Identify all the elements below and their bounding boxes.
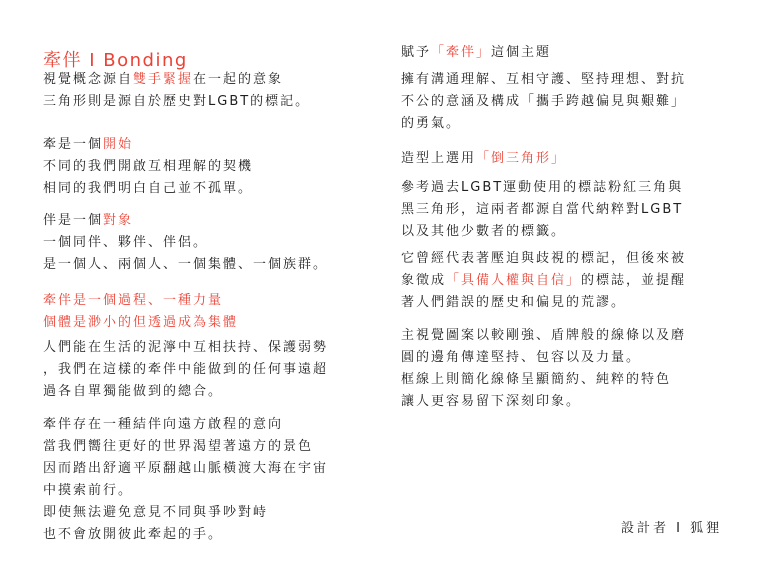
- text-line: 讓人更容易留下深刻印象。: [401, 394, 582, 409]
- paragraph-symbol: [401, 248, 686, 314]
- highlight-text: 「牽伴」: [431, 45, 492, 60]
- text-line: 當我們嚮往更好的世界渴望著遠方的景色: [43, 439, 314, 454]
- highlight-text: 雙手緊握: [133, 72, 194, 87]
- paragraph-qian: [43, 134, 253, 200]
- designer-credit: 設計者 I 狐狸: [621, 521, 723, 536]
- paragraph-ban: [43, 210, 328, 276]
- text-line: 是一個人、兩個人、一個集體、一個族群。: [43, 257, 329, 272]
- text-line: 過各自單獨能做到的總合。: [43, 384, 224, 399]
- paragraph-meaning: [401, 69, 686, 135]
- text-line: 伴是一個對象: [43, 213, 134, 228]
- text-line: 牽伴存在一種結伴向遠方啟程的意向: [43, 417, 284, 432]
- highlight-text: 牽伴是一個過程、一種力量: [43, 293, 224, 308]
- text-line: 視覺概念源自雙手緊握在一起的意象: [43, 72, 284, 87]
- paragraph-visual: [401, 325, 686, 413]
- text-line: 因而踏出舒適平原翻越山脈橫渡大海在宇宙: [43, 461, 329, 476]
- text-line: 黑三角形，這兩者都源自當代納粹對LGBT: [401, 202, 684, 217]
- text-line: 圓的邊角傳達堅持、包容以及力量。: [401, 350, 642, 365]
- highlight-text: 對象: [103, 213, 134, 228]
- text-line: 牽是一個開始: [43, 137, 134, 152]
- text-line: 不公的意涵及構成「攜手跨越偏見與艱難」: [401, 94, 687, 109]
- text-line: 象徵成「具備人權與自信」的標誌，並提醒: [401, 273, 687, 288]
- text-line: 中摸索前行。: [43, 483, 134, 498]
- text-line: 框線上則簡化線條呈顯簡約、純粹的特色: [401, 372, 672, 387]
- text-line: 一個同伴、夥伴、伴侶。: [43, 235, 209, 250]
- paragraph-history: [401, 177, 683, 243]
- paragraph-concept: [43, 69, 310, 113]
- text-line: 著人們錯誤的歷史和偏見的荒謬。: [401, 295, 627, 310]
- highlight-text: 個體是渺小的但透過成為集體: [43, 315, 239, 330]
- paragraph-theme: [401, 42, 551, 64]
- text-line: 參考過去LGBT運動使用的標誌粉紅三角與: [401, 180, 684, 195]
- text-line: 主視覺圖案以較剛強、盾牌般的線條以及磨: [401, 328, 687, 343]
- text-line: ，我們在這樣的牽伴中能做到的任何事遠超: [43, 362, 329, 377]
- text-line: 造型上選用「倒三角形」: [401, 151, 567, 166]
- paragraph-journey: [43, 414, 328, 546]
- highlight-text: 「具備人權與自信」: [446, 273, 582, 288]
- text-line: 賦予「牽伴」這個主題: [401, 45, 552, 60]
- text-line: 也不會放開彼此牽起的手。: [43, 527, 224, 542]
- text-line: 相同的我們明白自己並不孤單。: [43, 181, 254, 196]
- page-title: 牽伴 I Bonding: [43, 50, 188, 71]
- text-line: 人們能在生活的泥濘中互相扶持、保護弱勢: [43, 340, 329, 355]
- text-line: 以及其他少數者的標籤。: [401, 224, 567, 239]
- paragraph-shape: [401, 148, 566, 170]
- paragraph-support: [43, 337, 328, 403]
- text-line: 擁有溝通理解、互相守護、堅持理想、對抗: [401, 72, 687, 87]
- text-line: 三角形則是源自於歷史對LGBT的標記。: [43, 94, 311, 109]
- text-line: 即使無法避免意見不同與爭吵對峙: [43, 505, 269, 520]
- highlight-text: 開始: [103, 137, 134, 152]
- text-line: 的勇氣。: [401, 116, 462, 131]
- text-line: 它曾經代表著壓迫與歧視的標記，但後來被: [401, 251, 687, 266]
- paragraph-process: [43, 290, 238, 334]
- text-line: 不同的我們開啟互相理解的契機: [43, 159, 254, 174]
- highlight-text: 「倒三角形」: [476, 151, 567, 166]
